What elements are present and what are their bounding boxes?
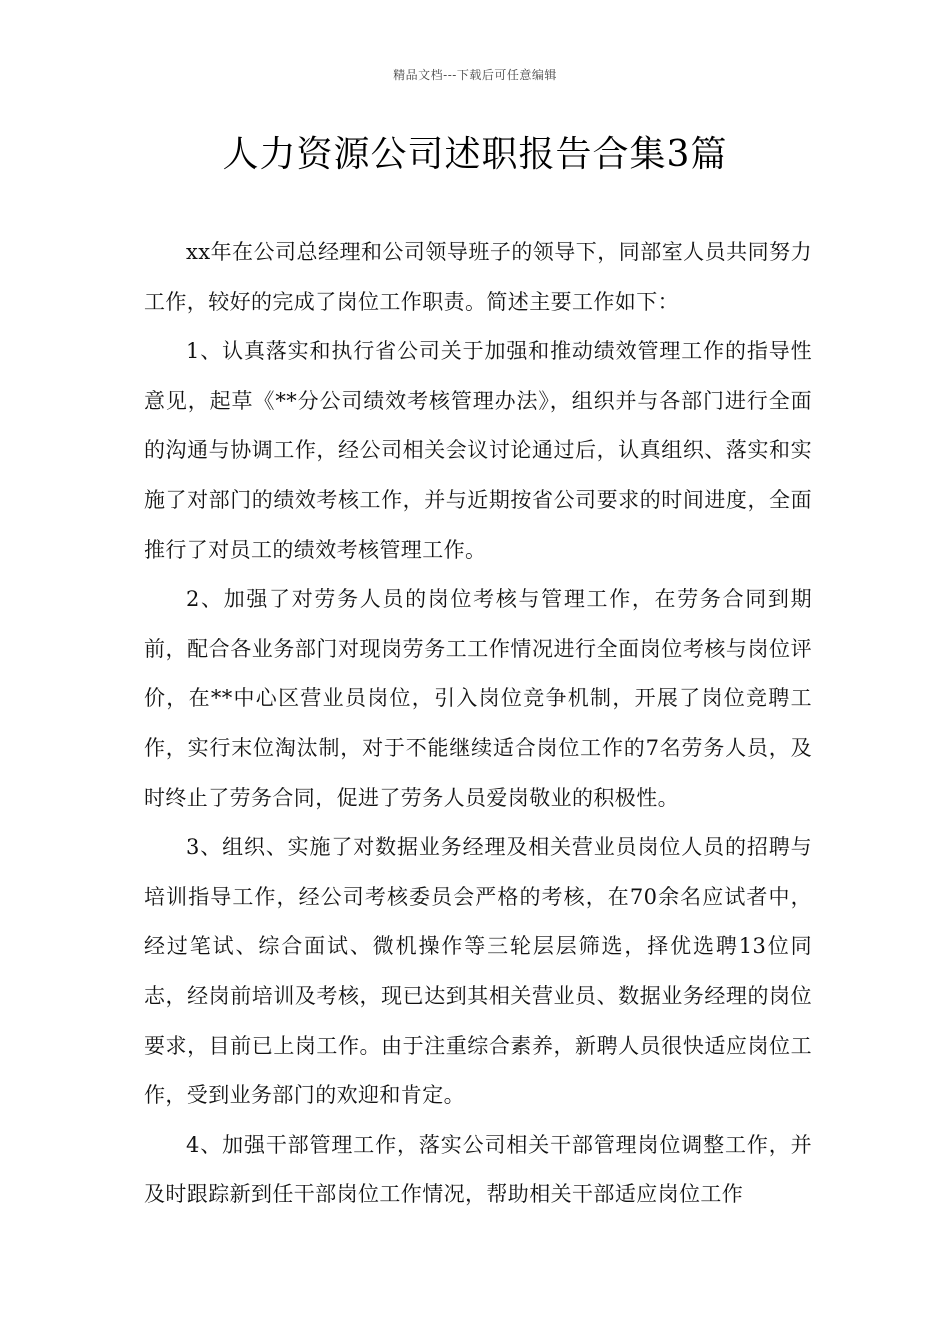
document-title: 人力资源公司述职报告合集3篇: [222, 134, 728, 175]
header-note: 精品文档---下载后可任意编辑: [393, 68, 557, 82]
paragraph-item-2: 2、加强了对劳务人员的岗位考核与管理工作，在劳务合同到期前，配合各业务部门对现岗劳务工工作情况进行全面岗位考核与岗位评价，在**中心区营业员岗位，引入岗位竞争机制，开展了岗位竞聘工作，实行末位淘汰制，对于不能继续适合岗位工作的7名劳务人员，及时终止了劳务合同，促进了劳务人员爱岗敬业的积极性。: [144, 587, 812, 810]
paragraph-item-3: 3、组织、实施了对数据业务经理及相关营业员岗位人员的招聘与培训指导工作，经公司考核委员会严格的考核，在70余名应试者中，经过笔试、综合面试、微机操作等三轮层层筛选，择优选聘13位同志，经岗前培训及考核，现已达到其相关营业员、数据业务经理的岗位要求，目前已上岗工作。由于注重综合素养，新聘人员很快适应岗位工作，受到业务部门的欢迎和肯定。: [144, 835, 812, 1108]
paragraph-intro: xx年在公司总经理和公司领导班子的领导下，同部室人员共同努力工作，较好的完成了岗位工作职责。简述主要工作如下：: [144, 240, 812, 314]
paragraph-item-1: 1、认真落实和执行省公司关于加强和推动绩效管理工作的指导性意见，起草《**分公司绩效考核管理办法》，组织并与各部门进行全面的沟通与协调工作，经公司相关会议讨论通过后，认真组织、落实和实施了对部门的绩效考核工作，并与近期按省公司要求的时间进度，全面推行了对员工的绩效考核管理工作。: [144, 339, 812, 562]
document-body: [144, 228, 812, 1220]
paragraph-item-4: 4、加强干部管理工作，落实公司相关干部管理岗位调整工作，并及时跟踪新到任干部岗位工作情况，帮助相关干部适应岗位工作: [144, 1132, 812, 1207]
